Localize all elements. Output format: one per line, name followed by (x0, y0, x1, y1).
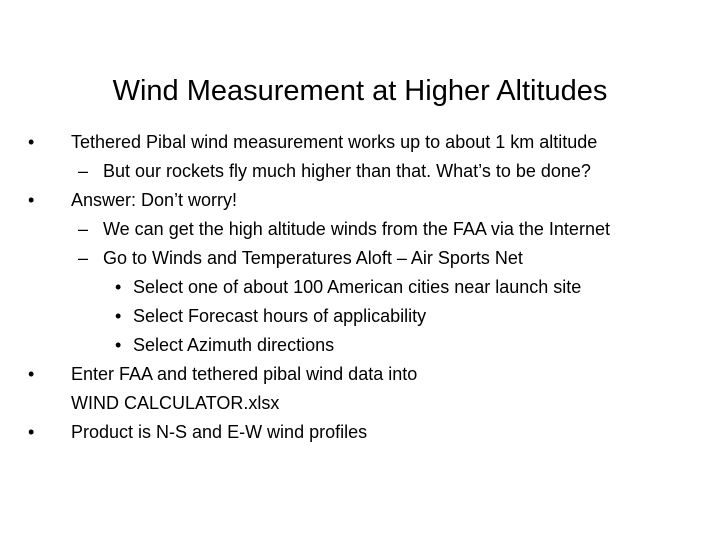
bullet-icon: • (115, 335, 122, 355)
slide-title: Wind Measurement at Higher Altitudes (112, 75, 608, 107)
sub-bullet-item (0, 244, 720, 273)
bullet-item (0, 418, 720, 447)
bullet-text: Product is N-S and E-W wind profiles (71, 422, 368, 442)
bullet-text: Tethered Pibal wind measurement works up to about 1 km altitude (71, 132, 598, 152)
bullet-item (0, 128, 720, 157)
sub-sub-bullet-text: Select Forecast hours of applicability (133, 306, 427, 326)
slide-content (0, 128, 720, 447)
dash-icon: – (78, 248, 89, 268)
bullet-icon: • (28, 190, 35, 210)
bullet-item (0, 360, 720, 389)
sub-bullet-item (0, 215, 720, 244)
sub-sub-bullet-item (0, 273, 720, 302)
bullet-icon: • (115, 277, 122, 297)
bullet-continuation (0, 389, 720, 418)
sub-sub-bullet-item (0, 331, 720, 360)
sub-bullet-item (0, 157, 720, 186)
bullet-icon: • (28, 364, 35, 384)
sub-sub-bullet-text: Select Azimuth directions (133, 335, 335, 355)
bullet-icon: • (28, 132, 35, 152)
bullet-item (0, 186, 720, 215)
sub-bullet-text: We can get the high altitude winds from the FAA via the Internet (103, 219, 610, 239)
bullet-text: Enter FAA and tethered pibal wind data into (71, 364, 418, 384)
sub-bullet-text: But our rockets fly much higher than that. What’s to be done? (103, 161, 591, 181)
dash-icon: – (78, 219, 89, 239)
sub-sub-bullet-item (0, 302, 720, 331)
bullet-text-continuation: WIND CALCULATOR.xlsx (71, 393, 280, 413)
bullet-text: Answer: Don’t worry! (71, 190, 238, 210)
bullet-icon: • (28, 422, 35, 442)
dash-icon: – (78, 161, 89, 181)
sub-bullet-text: Go to Winds and Temperatures Aloft – Air Sports Net (103, 248, 523, 268)
bullet-icon: • (115, 306, 122, 326)
sub-sub-bullet-text: Select one of about 100 American cities near launch site (133, 277, 582, 297)
